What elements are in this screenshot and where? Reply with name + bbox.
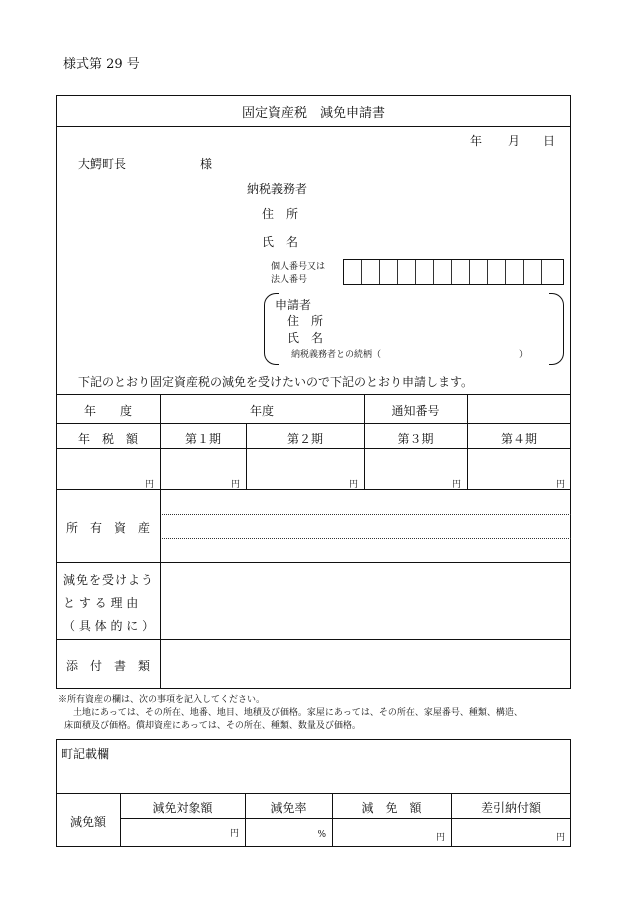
- period-2-yen: 円: [348, 480, 358, 490]
- form-title: 固定資産税 減免申請書: [241, 106, 385, 121]
- reduction-amount-label: 減免額: [69, 815, 106, 829]
- addressee-name: 大鰐町長: [78, 157, 127, 171]
- note-line-3: 床面積及び価格。償却資産にあっては、その所在、種類、数量及び価格。: [64, 721, 361, 731]
- period-4-yen: 円: [555, 480, 565, 490]
- id-number-label-2: 法人番号: [271, 275, 308, 285]
- reduction-value-label: 減 免 額: [361, 801, 422, 815]
- reduction-rate-unit: %: [317, 830, 326, 840]
- reduction-rate-label: 減免率: [270, 801, 307, 815]
- taxpayer-heading: 納税義務者: [247, 182, 308, 196]
- balance-due-unit: 円: [555, 833, 565, 843]
- applicant-bracket-right: [549, 293, 564, 365]
- reason-field[interactable]: [161, 563, 570, 638]
- period-3-label: 第３期: [397, 432, 434, 446]
- period-4-label: 第４期: [500, 432, 537, 446]
- note-line-1: ※所有資産の欄は、次の事項を記入してください。: [58, 695, 266, 705]
- addressee-honorific: 様: [200, 157, 213, 171]
- reason-label-line-3: （ 具 体 的 に ）: [63, 619, 155, 633]
- reduction-target-label: 減免対象額: [152, 801, 213, 815]
- applicant-relation-close: ）: [519, 350, 529, 360]
- reduction-value-unit: 円: [435, 833, 445, 843]
- applicant-relation-label: 納税義務者との続柄（: [291, 350, 382, 360]
- date-day-label: 日: [543, 134, 556, 148]
- attachments-label: 添 付 書 類: [65, 659, 150, 673]
- taxpayer-address-label: 住 所: [262, 207, 299, 221]
- reason-label-line-1: 減免を受けよう: [63, 573, 155, 587]
- annual-tax-yen: 円: [144, 480, 154, 490]
- attachments-field[interactable]: [161, 640, 570, 688]
- property-field[interactable]: [161, 490, 570, 561]
- applicant-name-label: 氏 名: [287, 331, 324, 345]
- reduction-target-unit: 円: [229, 829, 239, 839]
- note-line-2: 土地にあっては、その所在、地番、地目、地積及び価格。家屋にあっては、その所在、家屋番号、種類、構造、: [73, 708, 523, 718]
- notice-number-field[interactable]: [468, 395, 570, 422]
- year-value: 年度: [249, 404, 274, 418]
- period-3-yen: 円: [451, 480, 461, 490]
- applicant-address-label: 住 所: [287, 314, 324, 328]
- annual-tax-label: 年 税 額: [77, 432, 138, 446]
- taxpayer-name-label: 氏 名: [262, 235, 299, 249]
- id-number-boxes[interactable]: [343, 259, 564, 285]
- applicant-heading: 申請者: [275, 298, 312, 312]
- balance-due-label: 差引納付額: [480, 801, 541, 815]
- id-number-label-1: 個人番号又は: [271, 262, 326, 272]
- office-use-header: 町記載欄: [61, 747, 110, 761]
- reason-label-line-2: と す る 理 由: [63, 596, 139, 610]
- form-number: 様式第 29 号: [63, 57, 140, 72]
- property-label: 所 有 資 産: [65, 521, 150, 535]
- application-statement: 下記のとおり固定資産税の減免を受けたいので下記のとおり申請します。: [78, 375, 474, 389]
- period-2-label: 第２期: [286, 432, 323, 446]
- period-1-label: 第１期: [184, 432, 221, 446]
- year-label: 年 度: [83, 404, 132, 418]
- notice-number-label: 通知番号: [391, 404, 440, 418]
- date-month-label: 月: [508, 134, 521, 148]
- date-year-label: 年: [470, 134, 483, 148]
- period-1-yen: 円: [230, 480, 240, 490]
